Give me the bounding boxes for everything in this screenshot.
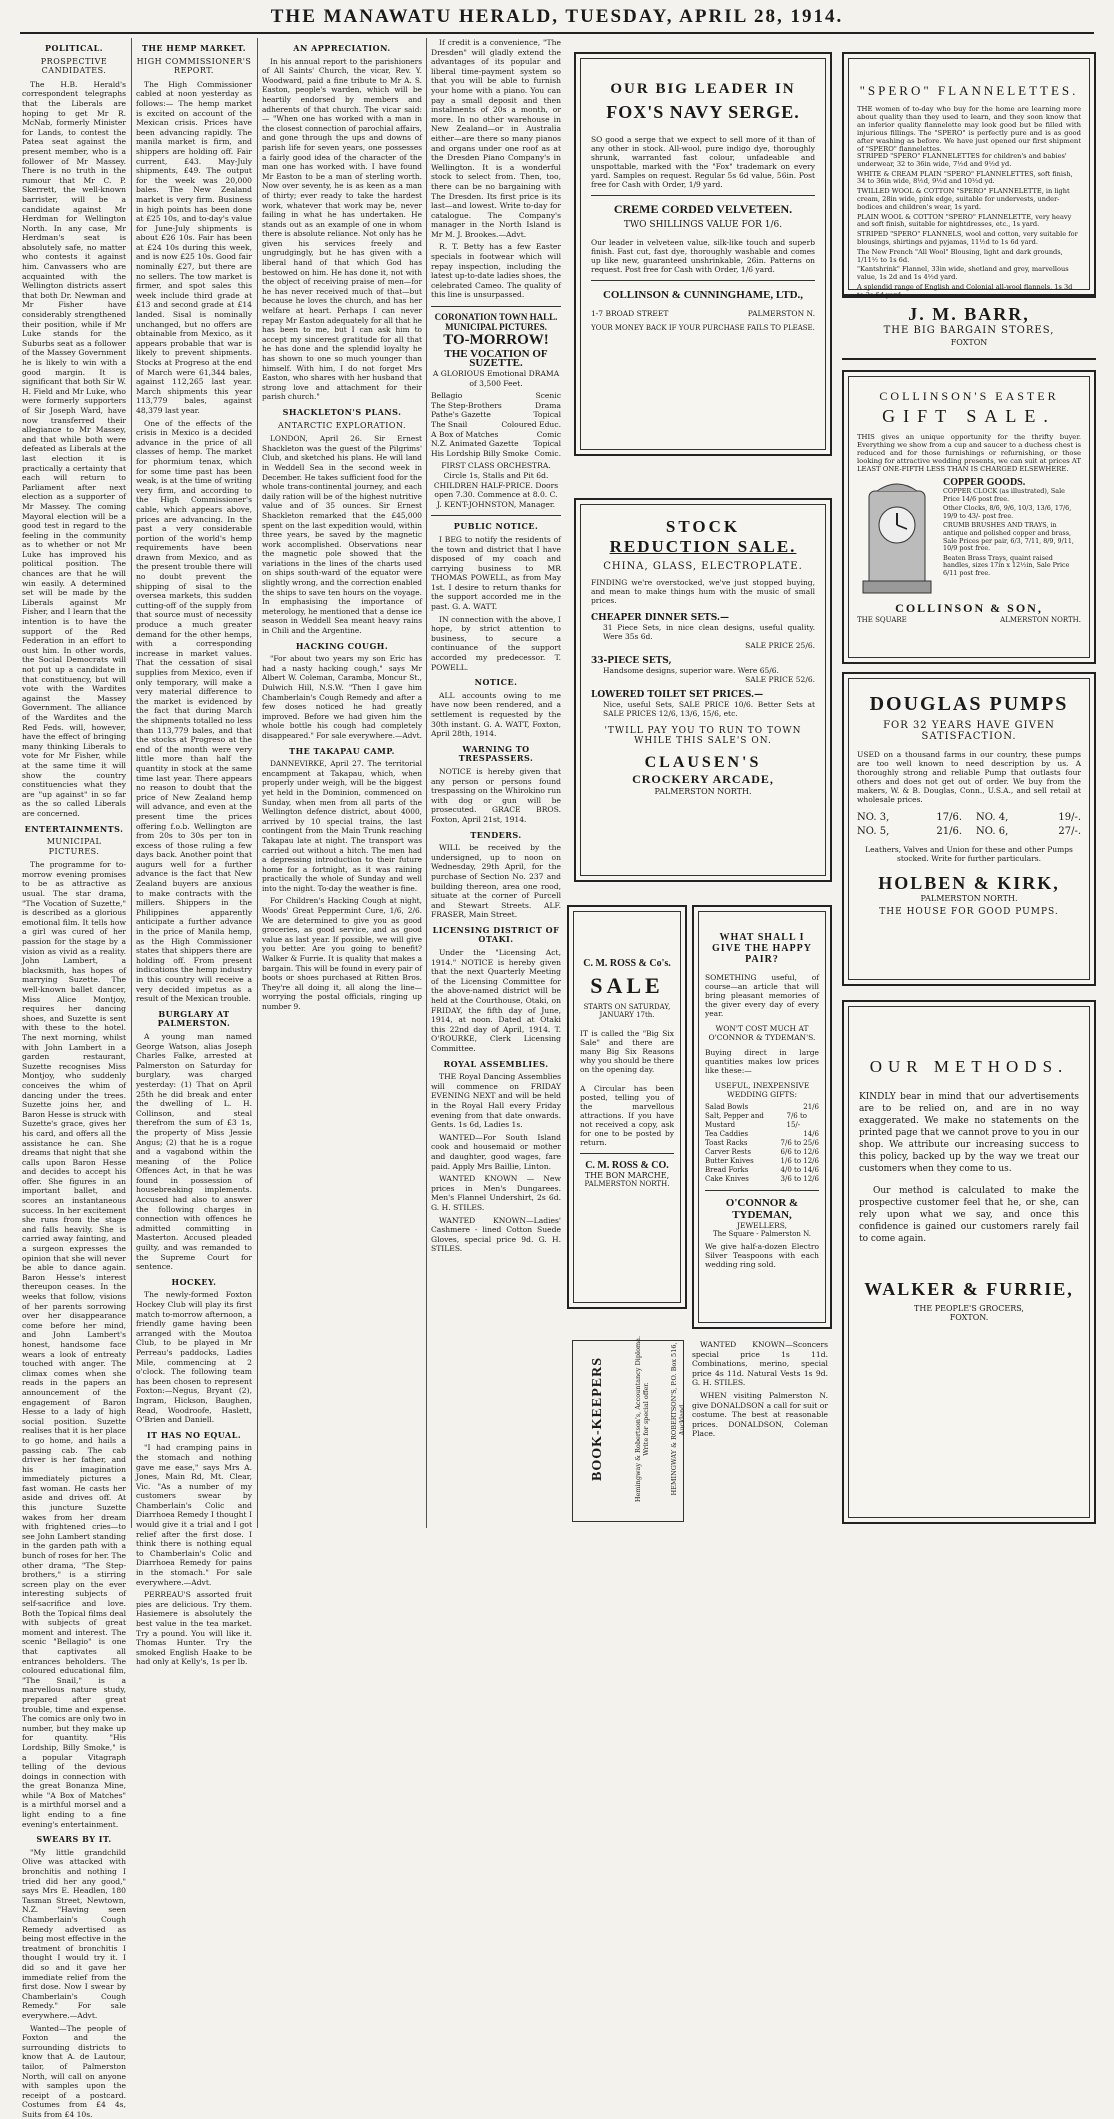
copper-item: Other Clocks, 8/6, 9/6, 10/3, 13/6, 17/6, 19/9 to 43/- post free.	[943, 504, 1072, 520]
headline-burglary: BURGLARY AT PALMERSTON.	[157, 1008, 231, 1029]
gift-offer: We give half-a-dozen Electro Silver Teaspoons with each wedding ring sold.	[705, 1242, 819, 1269]
headline-no-equal: IT HAS NO EQUAL.	[146, 1429, 242, 1440]
headline-tenders: TENDERS.	[470, 829, 522, 840]
headline-political: POLITICAL.	[44, 43, 104, 53]
fox-line1: OUR BIG LEADER IN	[610, 81, 796, 97]
gift-item	[705, 1112, 819, 1130]
easter-body: THIS gives an unique opportunity for the thrifty buyer. Everything we show from a cup and saucer to a duchess chest is reduced and for those furnishings or refurnishing, or those looking for attractive wedding presents, we can suit at prices AT LEAST ONE-FIFTH LESS THAN IS CHARGED ELSEWHERE.	[857, 433, 1081, 473]
gift-item-cell: 1/6 to 12/6	[780, 1157, 819, 1165]
subhead-antarctic: ANTARCTIC EXPLORATION.	[278, 420, 406, 430]
fox-line2: FOX'S NAVY SERGE.	[606, 102, 800, 122]
ross-circular: A Circular has been posted, telling you of the marvellous attractions. If you have not received a copy, ask for one to be posted by return.	[580, 1084, 674, 1147]
gift-item-cell: 14/6	[803, 1130, 819, 1138]
easter-street: THE SQUARE	[857, 616, 907, 624]
programme-item	[431, 391, 561, 401]
methods-body1: KINDLY bear in mind that our advertisements are to be relied on, and are in no way exaggerated. We make no statements on the printed page that we cannot prove to you in our shop. We attribute our increasing success to this policy, backed up by the way we treat our customers when they come to us.	[859, 1092, 1079, 1174]
stock-title2: REDUCTION SALE.	[609, 537, 797, 556]
notice-trespass: NOTICE is hereby given that any person or persons found trespassing on the Whirokino run with dog or gun will be prosecuted. GRACE BROS. Foxton, April 21st, 1914.	[431, 766, 561, 824]
headline-notice: NOTICE.	[474, 677, 518, 688]
notice-licensing: Under the "Licensing Act, 1914." NOTICE is hereby given that the next Quarterly Meeting of the Licensing Committee for the above-named district will be held at the Courthouse, Otaki, on FRIDAY, the fifth day of June, 1914, at noon. Dated at Otaki this 22nd day of April, 1914. T. O'ROURKE, Clerk Licensing Committee.	[431, 948, 561, 1053]
easter-town: ALMERSTON NORTH.	[1000, 616, 1081, 624]
spero-item: The New French "All Wool" Blousing, light and dark grounds, 1/11½ to 1s 6d.	[857, 247, 1063, 264]
ross-firm: C. M. ROSS & Co's.	[583, 958, 671, 969]
pumps-town: PALMERSTON NORTH.	[920, 894, 1018, 903]
fox-address: 1-7 BROAD STREET	[591, 309, 669, 318]
gift-item	[705, 1157, 819, 1166]
gift-item-cell: 7/6 to 15/-	[786, 1112, 808, 1129]
gift-body: SOMETHING useful, of course—an article that will bring pleasant memories of the giver every day of every year.	[705, 973, 819, 1018]
notice-watt: I BEG to notify the residents of the town and district that I have disposed of my coach and carrying business to MR THOMAS POWELL, as from May 1st. I desire to return thanks for the support accorded me in the past. G. A. WATT.	[431, 534, 561, 612]
copper-clock-icon	[857, 477, 937, 597]
pumps-firm: HOLBEN & KIRK,	[878, 873, 1060, 893]
article-takapau: DANNEVIRKE, April 27. The territorial encampment at Takapau, which, when properly under weigh, will be the biggest yet held in the Dominion, commenced on Sunday, when men from all parts of the Wellington defence district, about 4000, arrived by 10 special trains, the last contingent from the Main Trunk reaching Takapau late at night. The transport was carried out without a hitch. The men had a depressing introduction to their future home for a fortnight, as it was raining practically the whole of Sunday and well into the night. To-day the weather is fine.	[262, 759, 422, 893]
easter-title2: GIFT SALE.	[882, 406, 1056, 426]
notice-powell: IN connection with the above, I hope, by strict attention to business, to secure a continuance of the support accorded my predecessor. T. POWELL.	[431, 614, 561, 672]
spero-items	[857, 153, 1081, 300]
velveteen-body: Our leader in velveteen value, silk-like touch and superb finish. Fast cut, fast dye, thoroughly washable and comes up like new, guaranteed unshrinkable, 26in. Patterns on request. Post free for Cash with Order, 1/6 yard.	[591, 238, 815, 274]
ross-store: THE BON MARCHE,	[584, 1171, 670, 1180]
ad-our-methods	[842, 1000, 1096, 1524]
headline-hockey: HOCKEY.	[171, 1276, 217, 1287]
stock-body: FINDING we're overstocked, we've just stopped buying, and mean to make things hum with the music of small prices.	[591, 578, 815, 605]
barr-block	[842, 296, 1096, 360]
spero-item: PLAIN WOOL & COTTON "SPERO" FLANNELETTE, very heavy and soft finish, suitable for nightdresses, etc., 1s yard.	[857, 212, 1072, 229]
easter-title1: COLLINSON'S EASTER	[879, 389, 1059, 403]
ross-starts: STARTS ON SATURDAY, JANUARY 17th.	[583, 1003, 671, 1019]
clausens-town: PALMERSTON NORTH.	[654, 787, 752, 796]
programme-item-cell: Scenic	[535, 391, 561, 401]
gift-item-cell: 21/6	[803, 1103, 819, 1111]
spero-item: STRIPED "SPERO" FLANNELETTES for children's and babies' underwear, 32 to 36in wide, 7½d and 9½d yd.	[857, 152, 1067, 168]
pump-price	[857, 826, 962, 837]
pictures-title: CORONATION TOWN HALL. MUNICIPAL PICTURES.	[434, 312, 558, 332]
article-political: The H.B. Herald's correspondent telegraphs that the Liberals are hoping to get Mr R. McNab, formerly Minister for Lands, to contest the Patea seat against the present member, who is a follower of Mr Massey. There is no truth in the rumour that Mr C. P. Skerrett, the well-known barrister, will be a candidate against Mr Herdman for Wellington North. In any case, Mr Herdman's seat is absolutely safe, no matter who contests it against him. Canvassers who are acquainted with the Wellington districts assert that both Dr. Newman and Mr Fisher have considerably strengthened their position, while if Mr Luke stands for the Suburbs seat as a follower of the Massey Government he is likely to win with a good margin. It is significant that both Sir W. H. Field and Mr Luke, who were formerly supporters of Sir Joseph Ward, have now transferred their allegiance to Mr Massey, and that while both were defeated as Liberals at the last election it is practically a certainty that each will return to Parliament after next election as a supporter of Mr Massey. The coming Mayoral election will be a good test in regard to the feeling in the community as to whether or not Mr Luke has improved his political position. The chances are that he will win easily. A determined set will be made by the Liberals against Mr Fisher, and I learn that the intention is to have the support of the Red Federation in an effort to oust him. In other words, the Social Democrats will not put up a candidate in that constituency, but will vote with the Wardites against the Massey Government. The alliance of the Wardites and the Red Feds. will, however, have the effect of bringing many thinking Liberals to vote for Mr Fisher, while at the same time it will show the country constituencies what they are "up against" in so far as the so called Liberals are concerned.	[22, 79, 126, 818]
gift-item-cell: 6/6 to 12/6	[780, 1148, 819, 1156]
pump-price-cell: NO. 5,	[857, 826, 890, 837]
toilet-title: LOWERED TOILET SET PRICES.—	[591, 690, 764, 700]
bookkeepers-firm: HEMINGWAY & ROBERTSON'S, P.O. Box 516, Auckland.	[670, 1342, 686, 1496]
programme-item-cell: The Snail	[431, 419, 468, 429]
copper-title: COPPER GOODS.	[943, 477, 1026, 488]
article-hockey: The newly-formed Foxton Hockey Club will play its first match to-morrow afternoon, a friendly game having been arranged with the Moutoa Club, to be played in Mr Perreau's paddocks, Ladies Mile, commencing at 2 o'clock. The following team has been chosen to represent Foxton:—Negus, Bryant (2), Ingram, Hickson, Baughen, Read, Woodroofe, Haslett, O'Brien and Daniell.	[136, 1290, 252, 1425]
pumps-body: USED on a thousand farms in our country, these pumps are too well known to need description by us. A thoroughly strong and reliable Pump that outlasts four others and does not get out of order. We buy from the makers, W. & B. Douglas, Conn., U.S.A., and sell retail at wholesale prices.	[857, 750, 1081, 804]
methods-firm: WALKER & FURRIE,	[864, 1279, 1074, 1299]
programme-item-cell: Pathe's Gazette	[431, 410, 491, 420]
classified-donaldson: WHEN visiting Palmerston N. give DONALDSON a call for suit or costume. The best at reasonable prices. DONALDSON, Coleman Place.	[692, 1390, 828, 1439]
programme-item-cell: N.Z. Animated Gazette	[431, 439, 519, 449]
gift-item	[705, 1148, 819, 1157]
ad-book-keepers	[572, 1335, 686, 1522]
column-2	[136, 38, 252, 1667]
gift-item-cell: Salt, Pepper and Mustard	[705, 1112, 764, 1129]
ross-title: SALE	[590, 973, 664, 998]
pump-prices	[857, 812, 1081, 837]
notice-tenders: WILL be received by the undersigned, up to noon on Wednesday, 29th April, for the purchase of Section No. 237 and building thereon, area one rood, situate at the corner of Purcell and Stewart Streets. ALF. FRASER, Main Street.	[431, 843, 561, 920]
headline-hacking-cough: HACKING COUGH.	[295, 640, 389, 651]
barr-firm: J. M. BARR,	[908, 304, 1030, 324]
headline-shackleton: SHACKLETON'S PLANS.	[282, 406, 402, 417]
article-shackleton: LONDON, April 26. Sir Ernest Shackleton was the guest of the Pilgrims' Club, and sketched his plans. He will land in Weddell Sea in the second week in December. He takes sufficient food for the whole trans-continental journey, and each daily ration will be of the highest nutritive value and of 35 ounces. Sir Ernest Shackleton remarked that the £45,000 spent on the last expedition would, within three years, be saved by the magnetic work accomplished. Observations near the magnetic pole showed that the variations in the lines of the charts used on ships south-ward of the equator were slightly wrong, and the correction enabled the ships to save ten hours on the voyage. In emphasising the importance of meterology, he mentioned that a dense ice season in Weddell Sea meant heavy rains in Chili and the Argentine.	[262, 434, 422, 636]
programme-item-cell: The Step-Brothers	[431, 400, 502, 410]
gift-item-cell: Cake Knives	[705, 1175, 749, 1183]
article-dresden: If credit is a convenience, "The Dresden" will gladly extend the advantages of its popular and liberal time-payment system so that you will be able to furnish your home with a piano. You can pay a small deposit and then instalments of 20s a month, or more. In no other warehouse in New Zealand—or in Australia either—are there so many pianos and organs under one roof as at the Dresden Piano Company's in Wellington. It is a wonderful stock to select from. Then, too, there can be no bargaining with The Dresden. Its first price is its last—and lowest. Write to-day for catalogue. The Company's manager in the North Island is Mr M. J. Brookes.—Advt.	[431, 38, 561, 239]
spero-item: STRIPED "SPERO" FLANNELS, wool and cotton, very suitable for blousings, shirtings and pyjamas, 11½d to 1s 6d yard.	[857, 230, 1078, 246]
gift-item-cell: Bread Forks	[705, 1166, 749, 1174]
bookkeepers-title: BOOK-KEEPERS	[590, 1356, 605, 1482]
gift-useful: USEFUL, INEXPENSIVE WEDDING GIFTS:	[714, 1081, 810, 1099]
pump-price-cell: NO. 3,	[857, 812, 890, 823]
headline-entertainments: ENTERTAINMENTS.	[24, 823, 124, 834]
sets-title: 33-PIECE SETS,	[591, 656, 672, 666]
pictures-footer: FIRST CLASS ORCHESTRA. Circle 1s, Stalls and Pit 6d. CHILDREN HALF-PRICE. Doors open 7.30. Commence at 8.0. C. J. KENT-JOHNSTON, Manager.	[433, 461, 559, 509]
pump-price-cell: NO. 6,	[976, 826, 1009, 837]
pictures-tomorrow: TO-MORROW!	[443, 332, 549, 349]
programme-item-cell: Comic	[536, 429, 561, 439]
headline-takapau: THE TAKAPAU CAMP.	[289, 745, 395, 756]
ad-wedding-gifts	[692, 905, 832, 1329]
article-local-ads: PERREAU'S assorted fruit pies are delicious. Try them. Hasiemere is absolutely the best value in the tea market. Try a pound. You will like it. Thomas Hunter. Try the smoked English Haake to be had only at Kelly's, 1s per lb.	[136, 1590, 252, 1667]
article-hacking-cough: "For about two years my son Eric has had a nasty hacking cough," says Mr Albert W. Coleman, Caramba, Moncur St., Dulwich Hill, N.S.W. "Then I gave him Chamberlain's Cough Remedy and after a few doses noticed he had greatly improved. Before we had given him the whole bottle his cough had completely disappeared." For sale everywhere.—Advt.	[262, 654, 422, 740]
classified-cook: WANTED—For South Island cook and housemaid or mother and daughter, good wages, fare paid. Apply Mrs Baillie, Linton.	[431, 1132, 561, 1171]
stock-tagline: 'TWILL PAY YOU TO RUN TO TOWN WHILE THIS SALE'S ON.	[604, 726, 802, 746]
pump-price-cell: 21/6.	[936, 826, 962, 837]
ad-ross-sale	[567, 905, 687, 1309]
column-1	[22, 38, 126, 2119]
gift-item-cell: 7/6 to 25/6	[780, 1139, 819, 1147]
stock-sub: CHINA, GLASS, ELECTROPLATE.	[603, 561, 803, 572]
dinner-title: CHEAPER DINNER SETS.—	[591, 613, 730, 623]
pumps-title: DOUGLAS PUMPS	[869, 693, 1069, 715]
article-betty: R. T. Betty has a few Easter specials in footwear which will repay inspection, including the latest up-to-date ladies shoes, the celebrated Cameo. The quality of this line is unsurpassed.	[431, 242, 561, 300]
programme-item	[431, 410, 561, 420]
methods-town: FOXTON.	[949, 1313, 989, 1322]
gift-address: The Square - Palmerston N.	[713, 1230, 811, 1238]
article-pictures: The programme for to-morrow evening promises to be as attractive as usual. The star drama, "The Vocation of Suzette," is described as a glorious emotional film. It tells how a girl was cured of her passion for the stage by a vision as vivid as a reality. John Lambert, a blacksmith, has hopes of marrying Suzette. The well-known ballet dancer, Miss Alice Montjoy, requires her dancing shoes, and Suzette is sent with these to the hotel. The next morning, whilst with John Lambert in a garden restaurant, Suzette recognises Miss Montjoy, who suddenly conceives the whim of dancing under the trees. Suzette joins her, and Baron Hesse is struck with Suzette's grace, gives her his card, and offers all the assistance he can. She dreams that night that she calls upon Baron Hesse and decides to accept his offer. She figures in an important ballet, and scores an instantaneous success. In her excitement she runs from the stage and falls heavily. She is carried away fainting, and a surgeon expresses the opinion that she will never be able to dance again. Baron Hesse's interest thereupon ceases. In the weeks that follow, visions of her parents sorrowing over her disappearance come before her mind, and John Lambert's honest, handsome face wears a look of entreaty touched with anger. The climax comes when she reads in the papers an announcement of the engagement of Baron Hesse to a lady of high social position. Suzette realises that it is her place to go home, and hails a passing cab. The cab driver is her father, and his imagination immediately pictures a fast woman. He casts her aside and drives off. At this juncture Suzette wakes from her dream with frightened cries—to see John Lambert standing in the garden path with a bunch of roses for her. The other drama, "The Step-brothers," is a stirring screen play on the ever interesting subjects of self-sacrifice and love. Both the Topical films deal with subjects of great moment and interest. The scenic "Bellagio" is one that captivates all entrances beholders. The coloured educational film, "The Snail," is a marvellous nature study, prepared after great trouble, time and expense. The comics are only two in number, but they make up for quantity. "His Lordship, Billy Smoke," is a popular Vitagraph telling of the devious doings in connection with the great Bonanza Mine, while "A Box of Matches" is a mirthful morsel and a light ending to a fine evening's entertainment.	[22, 860, 126, 1829]
headline-licensing: LICENSING DISTRICT OF OTAKI.	[432, 924, 560, 945]
methods-title: OUR METHODS.	[869, 1057, 1069, 1076]
pumps-footer: Leathers, Valves and Union for these and other Pumps stocked. Write for further particulars.	[865, 845, 1073, 863]
barr-town: FOXTON	[950, 338, 988, 347]
copper-item: CRUMB BRUSHES AND TRAYS, in antique and polished copper and brass, Sale Prices per pair, 6/3, 7/11, 8/9, 9/11, 10/9 post free.	[943, 521, 1074, 553]
notice-accounts: ALL accounts owing to me have now been rendered, and a settlement is requested by the 30th instant. G. A. WATT, Foxton, April 28th, 1914.	[431, 690, 561, 739]
gift-item	[705, 1139, 819, 1148]
fox-body: SO good a serge that we expect to sell more of it than of any other in stock. All-wool, pure indigo dye, thoroughly shrunk, warranted fast colour, unfadeable and unspottable, marked with the "Fox" trademark on every yard. Samples on request. Regular 5s 6d value, 56in. Post free for Cash with Order, 1/9 yard.	[591, 135, 815, 189]
gift-item	[705, 1175, 819, 1184]
pump-price-cell: NO. 4,	[976, 812, 1009, 823]
programme-item	[431, 430, 561, 440]
pumps-sub: FOR 32 YEARS HAVE GIVEN SATISFACTION.	[883, 720, 1055, 742]
programme-item-cell: Topical	[533, 410, 561, 420]
column-divider	[426, 38, 427, 1528]
pump-price	[976, 826, 1081, 837]
programme-item	[431, 439, 561, 449]
subhead-candidates: PROSPECTIVE CANDIDATES.	[40, 56, 108, 76]
fox-guarantee: YOUR MONEY BACK IF YOUR PURCHASE FAILS TO PLEASE.	[591, 324, 815, 332]
programme-item	[431, 420, 561, 430]
spero-item: TWILLED WOOL & COTTON "SPERO" FLANNELETTE, in light cream, 28in wide, pink edge, suitable for undervests, under-bodices and children's wear, 1s yard.	[857, 187, 1070, 211]
dinner-body: 31 Piece Sets, in nice clean designs, useful quality. Were 35s 6d.	[603, 623, 815, 641]
programme-item-cell: Drama	[535, 400, 561, 410]
pumps-tagline: THE HOUSE FOR GOOD PUMPS.	[879, 907, 1059, 917]
ross-body: IT is called the "Big Six Sale" and there are many Big Six Reasons why you should be there on the opening day.	[580, 1029, 674, 1074]
copper-item: COPPER CLOCK (as illustrated), Sale Price 14/6 post free.	[943, 487, 1065, 503]
article-appreciation: In his annual report to the parishioners of All Saints' Church, the vicar, Rev. Y. Woodward, paid a fine tribute to Mr A. S. Easton, people's warden, which will be heartily endorsed by members and adherents of that church. The vicar said:— "When one has worked with a man in the closest connection of parochial affairs, and gone through the ups and downs of parish life for seven years, one possesses a fairly good idea of the character of the man one has worked with. I have found Mr Easton to be a man of sterling worth. Now over seventy, he is as keen as a man of thirty; ever ready to take the hardest work, whatever that work may be, never failing in what he has undertaken. He stands out as an example of one in whom there is absolute reliance. Not only has he given his services freely and ungrudgingly, but he has given with a liberal hand of that which God has bestowed on him. He has done it, not with the object of receiving praise of men—for he has never received much of that—but because he loves the church, and has her welfare at heart. Perhaps I can never repay Mr Easton adequately for all that he has been to me, but I can ask him to accept my sincerest gratitude for all that he has done and the splendid loyalty he has shown to one so much younger than himself. With him, I do not forget Mrs Easton, who shares with her husband that strong love and attachment for their parish church."	[262, 56, 422, 402]
ross-firm2: C. M. ROSS & CO.	[585, 1160, 669, 1171]
article-hemp-cable: The High Commissioner cabled at noon yesterday as follows:— The hemp market is excited on account of the Mexican crisis. Prices have been advancing rapidly. The manila market is firm, and shippers are holding off. Fair current, £43. May-July shipments, £49. The output for the week was 20,000 bales. The New Zealand market is very firm. Business in high points has been done at £25 10s, and to-day's value for June-July shipments is about £26 10s. Fair has been at £24 10s during this week, and is now £25 10s. Good fair nominally £27, but there are no sellers. The tow market is firmer, and spot sales this week include third grade at £13 and second grade at £14 landed. Sisal is nominally unchanged, but no offers are obtainable from Mexico, as it appears probable that war is likely to prevent shipments. Stocks at Progreso at the end of March were 61,344 bales, against 112,265 last year. March shipments this year 113,779 bales, against 48,379 last year.	[136, 79, 252, 415]
programme-item-cell: His Lordship Billy Smoke	[431, 448, 529, 458]
subhead-municipal-pictures: MUNICIPAL PICTURES.	[46, 837, 102, 856]
clausens-arcade: CROCKERY ARCADE,	[632, 772, 774, 786]
classified-dungarees: WANTED KNOWN — New prices in Men's Dungarees. Men's Flannel Undershirt, 2s 6d. G. H. STILES.	[431, 1174, 561, 1212]
sets-body: Handsome designs, superior ware. Were 65/6.	[603, 666, 779, 675]
pictures-programme	[431, 391, 561, 458]
gift-buying: Buying direct in large quantities makes low prices like these:—	[705, 1048, 819, 1075]
subhead-hemp: HIGH COMMISSIONER'S REPORT.	[136, 56, 252, 76]
velveteen-sub: TWO SHILLINGS VALUE FOR 1/6.	[623, 220, 783, 230]
classifieds-right	[692, 1340, 828, 1520]
column-divider	[257, 38, 258, 1528]
pictures-description: A GLORIOUS Emotional DRAMA of 3,500 Feet.	[432, 369, 560, 388]
column-4	[431, 38, 561, 1528]
gift-trade: JEWELLERS,	[736, 1221, 787, 1230]
gift-item-cell: Carver Rests	[705, 1148, 751, 1156]
notice-assemblies: THE Royal Dancing Assemblies will commence on FRIDAY EVENING NEXT and will be held in the Royal Hall every Friday evening from that date onwards. Gents. 1s 6d, Ladies 1s.	[431, 1072, 561, 1130]
pump-price-cell: 17/6.	[936, 812, 962, 823]
programme-item	[431, 449, 561, 459]
classified-gloves: WANTED KNOWN—Ladies' Cashmere - lined Cotton Suede Gloves, special price 9d. G. H. STILES.	[431, 1215, 561, 1254]
gift-item-cell: Toast Racks	[705, 1139, 748, 1147]
ad-easter-gift-sale	[842, 370, 1096, 664]
headline-appreciation: AN APPRECIATION.	[293, 43, 391, 53]
gift-item	[705, 1166, 819, 1175]
ross-town: PALMERSTON NORTH.	[584, 1180, 670, 1188]
spero-item: A splendid range of English and Colonial all-wool flannels, 1s 3d to 2s 6d yard.	[857, 282, 1073, 299]
fox-firm: COLLINSON & CUNNINGHAME, LTD.,	[602, 289, 804, 301]
programme-item-cell: A Box of Matches	[431, 429, 499, 439]
ad-stock-reduction	[574, 498, 832, 882]
classified-sconcers: WANTED KNOWN—Sconcers special price 1s 11d. Combinations, merino, special price 4s 11d. Natural Vests 1s 9d. G. H. STILES.	[692, 1340, 828, 1388]
article-tailor: Wanted—The people of Foxton and the surrounding districts to know that A. de Lautour, tailor, of Palmerston North, will call on anyone with samples upon the receipt of a postcard. Costumes from £4 4s, Suits from £4 10s.	[22, 2023, 126, 2119]
headline-swears: SWEARS BY IT.	[36, 1834, 112, 1845]
masthead-rule	[20, 32, 1094, 34]
methods-tagline: THE PEOPLE'S GROCERS,	[914, 1304, 1024, 1313]
gift-item-cell: 3/6 to 12/6	[780, 1175, 819, 1183]
spero-item: WHITE & CREAM PLAIN "SPERO" FLANNELETTES, soft finish, 34 to 36in wide, 8½d, 9½d and 10½d yd.	[857, 169, 1073, 186]
ad-spero-flannelettes	[842, 52, 1096, 299]
headline-hemp: THE HEMP MARKET.	[141, 43, 247, 53]
pump-price	[857, 812, 962, 823]
gift-won: WON'T COST MUCH AT O'CONNOR & TYDEMAN'S.	[708, 1024, 816, 1042]
gift-item-cell: Butter Knives	[705, 1157, 754, 1165]
pictures-feature: THE VOCATION OF SUZETTE.	[444, 347, 548, 370]
clausens-firm: CLAUSEN'S	[644, 754, 762, 771]
programme-item-cell: Topical	[533, 439, 561, 449]
fox-town: PALMERSTON N.	[747, 309, 815, 318]
bookkeepers-body: Hemingway & Robertson's, Accountancy Diploma. Write for special offer.	[634, 1335, 650, 1503]
ad-fox-navy-serge	[574, 52, 832, 456]
stock-title1: STOCK	[665, 517, 741, 536]
programme-item-cell: Coloured Educ.	[501, 419, 561, 429]
pump-price-cell: 27/-.	[1058, 826, 1081, 837]
spero-item: "Kantshrink" Flannel, 33in wide, shetland and grey, marvellous value, 1s 2d and 1s 4½d yard.	[857, 265, 1069, 282]
toilet-body: Nice, useful Sets, SALE PRICE 10/6. Better Sets at SALE PRICES 12/6, 13/6, 15/6, etc.	[603, 700, 815, 718]
copper-items	[943, 488, 1081, 578]
pump-price-cell: 19/-.	[1058, 812, 1081, 823]
gift-item	[705, 1130, 819, 1139]
gift-item-cell: Salad Bowls	[705, 1103, 749, 1111]
ad-douglas-pumps	[842, 672, 1096, 986]
column-divider	[131, 38, 132, 1528]
velveteen-title: CREME CORDED VELVETEEN.	[613, 202, 793, 216]
dinner-price: SALE PRICE 25/6.	[745, 641, 815, 650]
article-burglary: A young man named George Watson, alias Joseph Charles Falke, arrested at Palmerston on Saturday for burglary, was charged yesterday: (1) That on April 25th he did break and enter the dwelling of L. H. Collinson, and steal therefrom the sum of £3 1s, the property of Miss Jessie Angus; (2) that he is a rogue and a vagabond within the meaning of the Police Offences Act, in that he was found in possession of housebreaking implements. Accused had also to answer the following charges in connection with offences he admitted committing in Masterton. Accused pleaded guilty, and was remanded to the Supreme Court for sentence.	[136, 1031, 252, 1272]
headline-assemblies: ROYAL ASSEMBLIES.	[443, 1058, 549, 1069]
article-col3-ads: For Children's Hacking Cough at night, Woods' Great Peppermint Cure, 1/6, 2/6. We are determined to give you as good groceries, as good service, and as good value as last year. If possible, we will give you better. Are you going to benefit? Walker & Furrie. It is quality that makes a bargain. This will be found in every pair of boots or shoes purchased at Ritten Bros. They're all doing it, all along the line—worrying the postal officials, ringing up number 9.	[262, 896, 422, 1011]
article-hemp-comment: One of the effects of the crisis in Mexico is a decided advance in the price of all classes of hemp. The market for phormium tenax, which for some time past has been weak, is at the time of writing very firm, and according to the High Commissioner's cable, which appears above, prices are advancing. In the past a very considerable portion of the world's hemp requirements have been drawn from Mexico, and as the present trouble there will no doubt prevent the shipping of sisal to the oversea markets, this sudden cutting-off of the supply from that source must of necessity produce a much greater demand for the other hemps, with a corresponding increase in market values. That the cessation of sisal supplies from Mexico, even if only temporary, will make a very material difference to the market is evidenced by the fact that during March the shipments totalled no less than 113,779 bales, and that the stocks at Progreso at the end of the month were very little more than half the quantity in stock at the same time last year. There appears no reason to doubt that the price of New Zealand hemp will advance, and even at the present time the prices offering f.o.b. Wellington are from 20s to 30s per ton in excess of those ruling a few days back. Another point that augurs well for a further advance is the fact that New Zealand buyers are anxious to make contracts with the millers. Shippers in the Philippines apparently anticipate a further advance in the price of Manila hemp, as the High Commissioner states that shippers there are holding off. From present indications the hemp industry in this country will receive a very decided impetus as a result of the Mexican trouble.	[136, 418, 252, 1004]
copper-item: Beaten Brass Trays, quaint raised handles, sizes 17in x 12½in, Sale Price 6/11 post free.	[943, 553, 1070, 577]
methods-body2: Our method is calculated to make the prospective customer feel that he, or she, can rely upon what we say, and once this confidence is gained our customers rarely fail to come again.	[859, 1186, 1079, 1244]
programme-item	[431, 401, 561, 411]
gift-item	[705, 1103, 819, 1112]
article-no-equal: "I had cramping pains in the stomach and nothing gave me ease," says Mrs A. Jones, Main Rd, Mt. Clear, Vic. "As a number of my customers swear by Chamberlain's Colic and Diarrhoea Remedy I thought I would give it a trial and I got relief after the first dose. I think there is nothing equal to Chamberlain's Colic and Diarrhoea Remedy for pains in the stomach." For sale everywhere.—Advt.	[136, 1443, 252, 1587]
programme-item-cell: Comic.	[534, 448, 561, 458]
masthead-title: THE MANAWATU HERALD, TUESDAY, APRIL 28, 1914.	[270, 6, 844, 27]
spero-body: THE women of to-day who buy for the home are learning more about quality than they used to learn, and they soon know that an inferior quality flannelette may look good but be filled with injurious fillings. The "SPERO" is perfectly pure and is as good after washing as before. We have just opened our first shipment of "SPERO" flannelettes.	[857, 105, 1081, 153]
gift-item-cell: Tea Caddies	[705, 1130, 749, 1138]
barr-tagline: THE BIG BARGAIN STORES,	[883, 325, 1055, 336]
headline-trespassers: WARNING TO TRESPASSERS.	[458, 743, 534, 764]
headline-public-notice: PUBLIC NOTICE.	[453, 521, 539, 532]
gift-item-cell: 4/0 to 14/6	[780, 1166, 819, 1174]
column-3	[262, 38, 422, 1528]
pump-price	[976, 812, 1081, 823]
gift-title: WHAT SHALL I GIVE THE HAPPY PAIR?	[712, 932, 812, 965]
spero-title: "SPERO" FLANNELETTES.	[859, 83, 1079, 98]
gift-items	[705, 1103, 819, 1184]
article-swears: "My little grandchild Olive was attacked with bronchitis and nothing I tried did her any good," says Mrs E. Headlen, 180 Tasman Street, Newtown, N.Z. "Having seen Chamberlain's Cough Remedy advertised as being most effective in the treatment of bronchitis I thought I would try it. I did so and it gave her immediate relief from the first dose. Now I swear by Chamberlain's Cough Remedy." For sale everywhere.—Advt.	[22, 1847, 126, 2020]
sets-price: SALE PRICE 52/6.	[745, 675, 815, 684]
programme-item-cell: Bellagio	[431, 391, 463, 401]
easter-firm: COLLINSON & SON,	[895, 601, 1043, 615]
gift-firm: O'CONNOR & TYDEMAN,	[725, 1197, 799, 1221]
